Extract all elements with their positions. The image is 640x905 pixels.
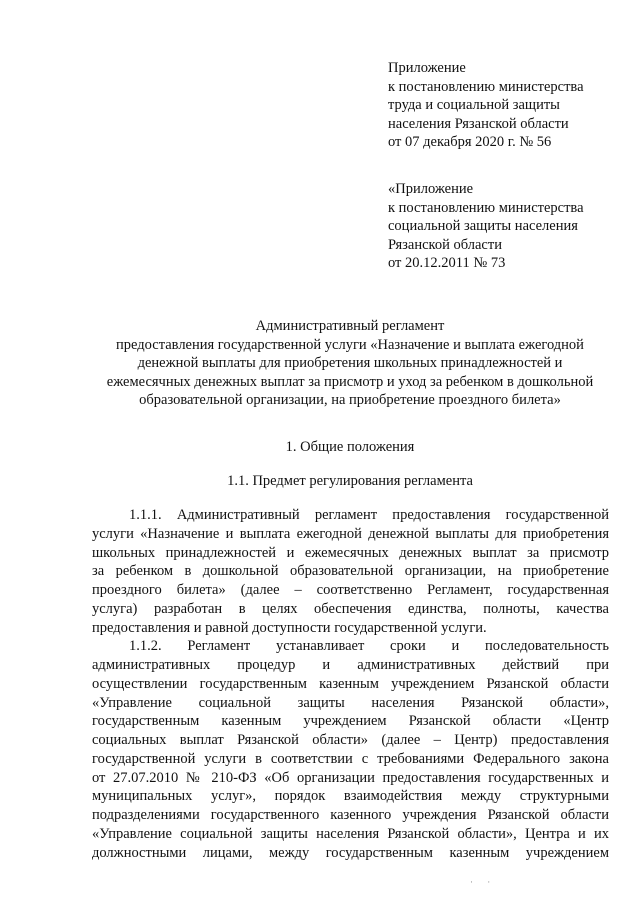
paragraph-line: услуги «Назначение и выплата ежегодной денежной выплаты для приобретения [92,525,609,542]
annex-line: населения Рязанской области [388,115,569,132]
paragraph-line: проездного билета» (далее – соответственно Регламент, государственная [92,582,609,598]
paragraph-line: 1.1.1. Административный регламент предоставления государственной [129,507,609,523]
paragraph-line: социальных выплат Рязанской области» (далее – Центр) предоставления [92,732,609,748]
paragraph-line: государственной услуги в соответствии с требованиями Федерального закона [92,750,609,767]
paragraph-line: административных процедур и административных действий при [92,657,609,673]
body-text [92,506,609,862]
title-line: Административный регламент [255,318,445,334]
paragraph-line: школьных принадлежностей и ежемесячных денежных выплат за присмотр [92,544,609,561]
subsection-heading: 1.1. Предмет регулирования регламента [227,473,473,489]
paragraph-line: услуга) разработан в целях обеспечения единства, полноты, качества [92,600,609,617]
annex-original-block [388,180,584,273]
annex-line: от 20.12.2011 № 73 [388,255,506,271]
annex-line: Приложение [388,60,466,76]
annex-line: социальной защиты населения [388,218,578,234]
paragraph-line: осуществлении государственным казенным учреждением Рязанской области [92,675,609,692]
paragraph-line: государственным казенным учреждением Рязанской области «Центр [92,713,609,730]
paragraph-line: за ребенком в дошкольной образовательной организации, на приобретение [92,563,609,580]
title-line: образовательной организации, на приобретение проездного билета» [139,392,561,409]
annex-line: труда и социальной защиты [388,97,560,113]
annex-line: от 07 декабря 2020 г. № 56 [388,134,552,150]
document-title [60,317,640,410]
paragraph-line: подразделениями государственного казенного учреждения Рязанской области [92,807,609,823]
title-line: ежемесячных денежных выплат за присмотр и уход за ребенком в дошкольной [106,373,594,390]
paragraph-line: муниципальных услуг», порядок взаимодействия между структурными [92,788,609,805]
annex-line: «Приложение [388,181,474,197]
paragraph-line: «Управление социальной защиты населения Рязанской области», [92,694,609,711]
paragraph-line: предоставления и равной доступности государственной услуги. [92,619,487,636]
title-line: предоставления государственной услуги «Назначение и выплата ежегодной [116,336,584,353]
section-heading: 1. Общие положения [285,439,415,455]
annex-line: к постановлению министерства [388,199,584,216]
paragraph-line: «Управление социальной защиты населения Рязанской области», Центра и их [92,825,609,842]
paragraph-line: 1.1.2. Регламент устанавливает сроки и последовательность [129,638,609,655]
annex-line: Рязанской области [388,236,502,253]
paragraph-line: от 27.07.2010 № 210-ФЗ «Об организации предоставления государственных и [92,769,609,786]
paragraph-line: должностными лицами, между государственным казенным учреждением [92,844,609,861]
annex-line: к постановлению министерства [388,78,584,95]
annex-current-block [388,59,584,152]
scan-artifact: · · [470,877,497,887]
title-line: денежной выплаты для приобретения школьных принадлежностей и [137,355,563,372]
